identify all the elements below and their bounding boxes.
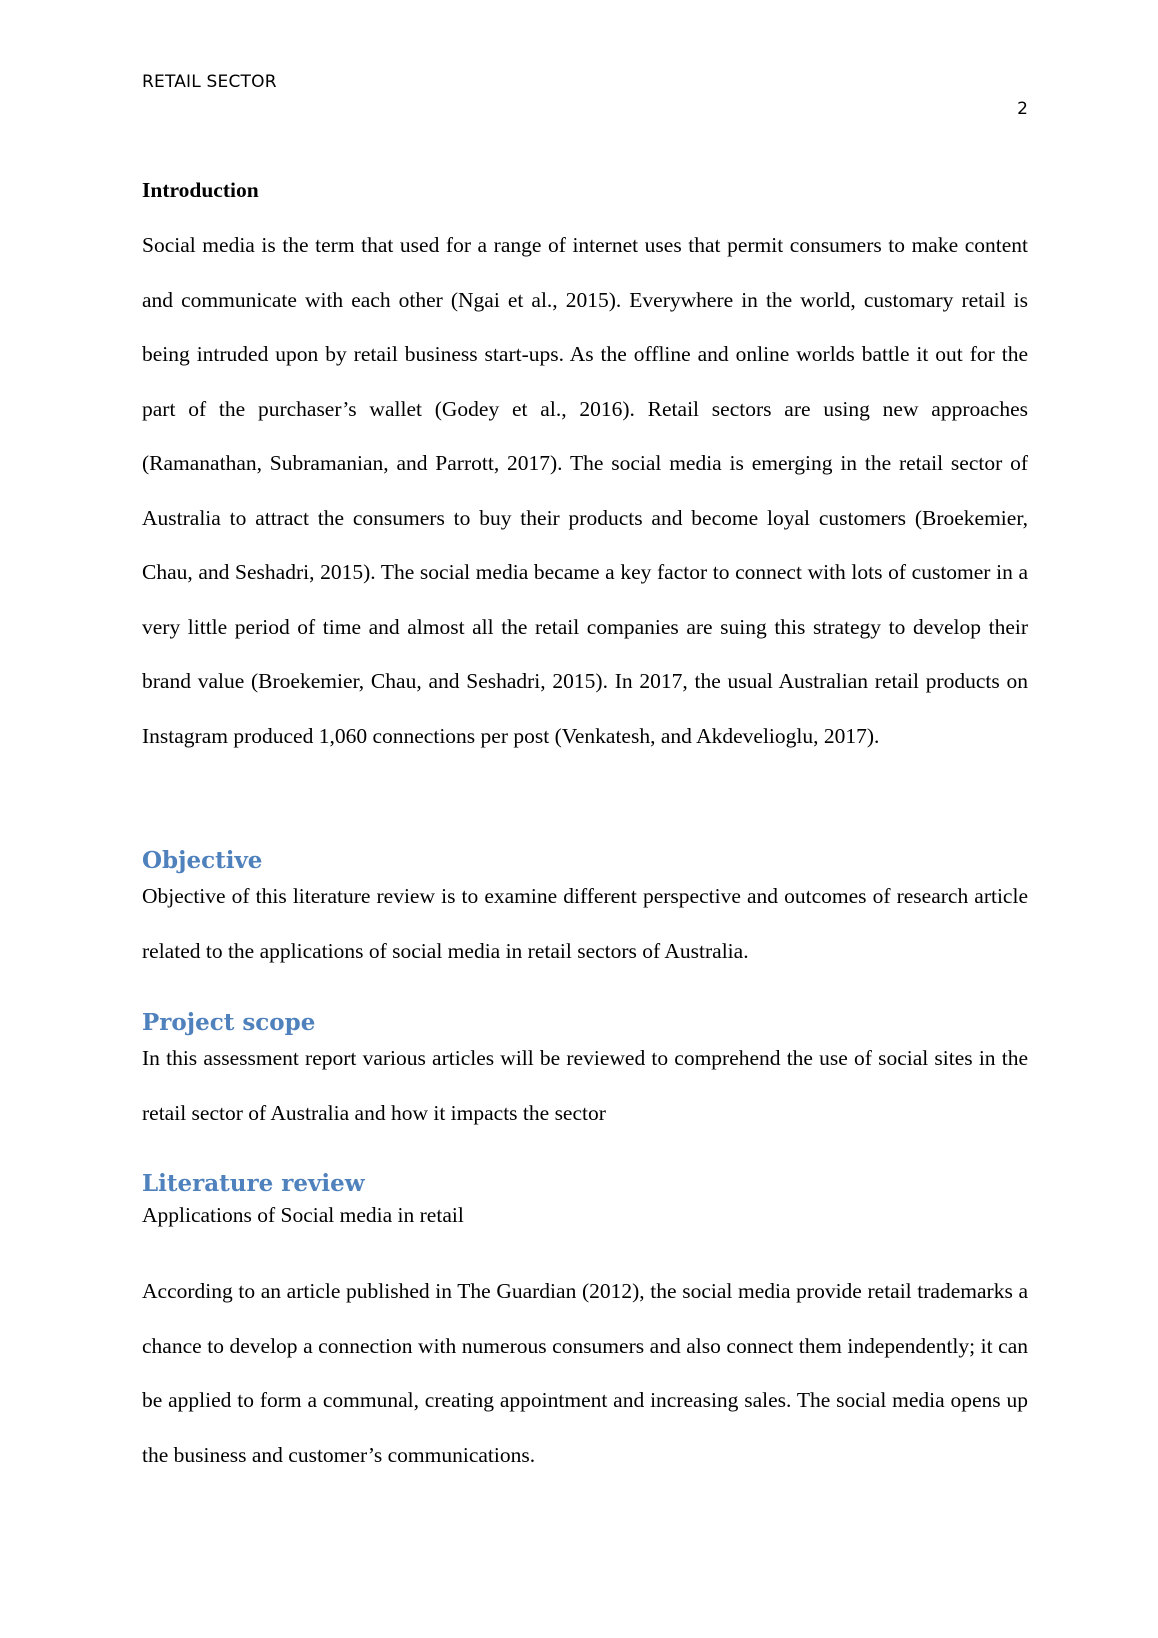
introduction-paragraph: Social media is the term that used for a range of internet uses that permit consumers to make content and communicate with each other (Ngai et al., 2015). Everywhere in the world, customary retail is being intruded upon by retail business start-ups. As the offline and online worlds battle it out for the part of the purchaser’s wallet (Godey et al., 2016). Retail sectors are using new approaches (Ramanathan, Subramanian, and Parrott, 2017). The social media is emerging in the retail sector of Australia to attract the consumers to buy their products and become loyal customers (Broekemier, Chau, and Seshadri, 2015). The social media became a key factor to connect with lots of customer in a very little period of time and almost all the retail companies are suing this strategy to develop their brand value (Broekemier, Chau, and Seshadri, 2015). In 2017, the usual Australian retail products on Instagram produced 1,060 connections per post (Venkatesh, and Akdevelioglu, 2017).	[142, 233, 1028, 748]
literature-review-heading: Literature review	[142, 1170, 365, 1197]
literature-review-paragraph: According to an article published in The Guardian (2012), the social media provide retail trademarks a chance to develop a connection with numerous consumers and also connect them independently; it can be applied to form a communal, creating appointment and increasing sales. The social media opens up the business and customer’s communications.	[142, 1279, 1028, 1467]
project-scope-heading: Project scope	[142, 1009, 316, 1036]
project-scope-paragraph: In this assessment report various articles will be reviewed to comprehend the use of social sites in the retail sector of Australia and how it impacts the sector	[142, 1046, 1028, 1125]
objective-heading: Objective	[142, 847, 263, 874]
literature-review-subheading: Applications of Social media in retail	[142, 1203, 464, 1227]
objective-paragraph: Objective of this literature review is to examine different perspective and outcomes of research article related to the applications of social media in retail sectors of Australia.	[142, 884, 1028, 963]
running-head: RETAIL SECTOR	[142, 72, 277, 92]
introduction-heading: Introduction	[142, 178, 259, 202]
page-number: 2	[1017, 99, 1028, 119]
